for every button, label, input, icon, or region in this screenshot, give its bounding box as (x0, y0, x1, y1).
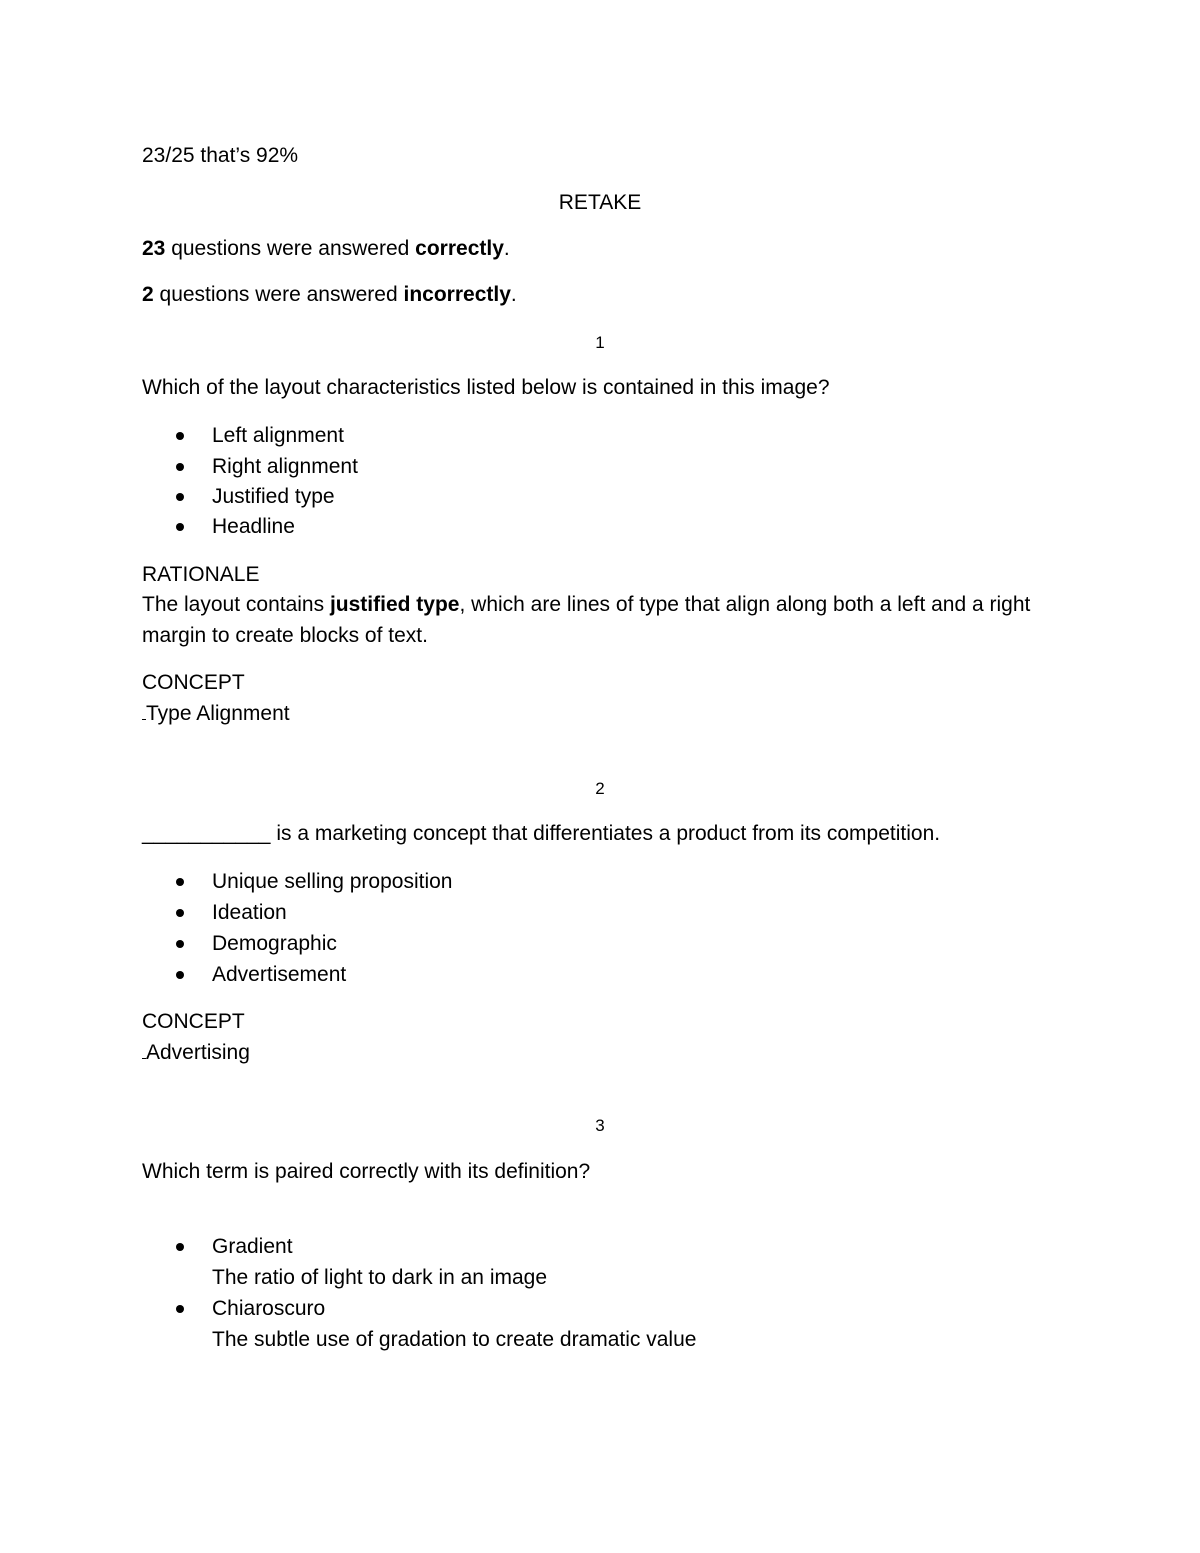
bullet-icon (176, 463, 184, 471)
bullet-icon (176, 940, 184, 948)
question-number: 3 (595, 1116, 605, 1135)
incorrect-summary (142, 281, 517, 309)
question-prompt: Which of the layout characteristics listed below is contained in this image? (142, 376, 830, 399)
rationale-text (142, 591, 1030, 619)
question-prompt (142, 820, 940, 848)
prompt-blank: ___________ (142, 822, 271, 845)
concept-text: Advertising (146, 1041, 250, 1064)
answer-option: Right alignment (212, 455, 358, 478)
rationale-bold: justified type (329, 593, 460, 616)
bullet-icon (176, 909, 184, 917)
score-line: 23/25 that’s 92% (142, 144, 299, 167)
answer-option-term: Gradient (212, 1235, 293, 1258)
rationale-text-line2: margin to create blocks of text. (142, 624, 428, 647)
bullet-icon (176, 971, 184, 979)
bullet-icon (176, 1305, 184, 1313)
answer-option: Headline (212, 515, 295, 538)
bullet-icon (176, 432, 184, 440)
retake-label: RETAKE (558, 191, 642, 214)
concept-value (142, 1039, 250, 1067)
rationale-label: RATIONALE (142, 563, 260, 586)
bullet-icon (176, 878, 184, 886)
correct-text: questions were answered (165, 237, 416, 260)
answer-option: Ideation (212, 901, 287, 924)
answer-option-definition: The ratio of light to dark in an image (212, 1266, 548, 1289)
concept-value (142, 700, 290, 728)
answer-option-term: Chiaroscuro (212, 1297, 326, 1320)
incorrect-count: 2 (142, 283, 154, 306)
incorrect-word: incorrectly (403, 283, 511, 306)
question-number: 2 (595, 779, 605, 798)
correct-period: . (503, 237, 510, 260)
rationale-text-b: , which are lines of type that align along both a left and a right (459, 593, 1031, 616)
question-prompt: Which term is paired correctly with its definition? (142, 1160, 591, 1183)
answer-option-definition: The subtle use of gradation to create dramatic value (212, 1328, 697, 1351)
document-page (142, 0, 1058, 1553)
prompt-text: is a marketing concept that differentiates a product from its competition. (270, 822, 941, 845)
incorrect-period: . (510, 283, 517, 306)
bullet-icon (176, 1243, 184, 1251)
rationale-text-a: The layout contains (142, 593, 330, 616)
answer-option: Justified type (212, 485, 335, 508)
incorrect-text: questions were answered (153, 283, 404, 306)
question-number: 1 (595, 333, 605, 352)
concept-label: CONCEPT (142, 671, 245, 694)
bullet-icon (176, 523, 184, 531)
concept-label: CONCEPT (142, 1010, 245, 1033)
correct-count: 23 (142, 237, 166, 260)
answer-option: Unique selling proposition (212, 870, 453, 893)
answer-option: Left alignment (212, 424, 344, 447)
answer-option: Demographic (212, 932, 337, 955)
bullet-icon (176, 493, 184, 501)
correct-summary (142, 235, 510, 263)
answer-option: Advertisement (212, 963, 347, 986)
correct-word: correctly (415, 237, 504, 260)
concept-text: Type Alignment (146, 702, 290, 725)
